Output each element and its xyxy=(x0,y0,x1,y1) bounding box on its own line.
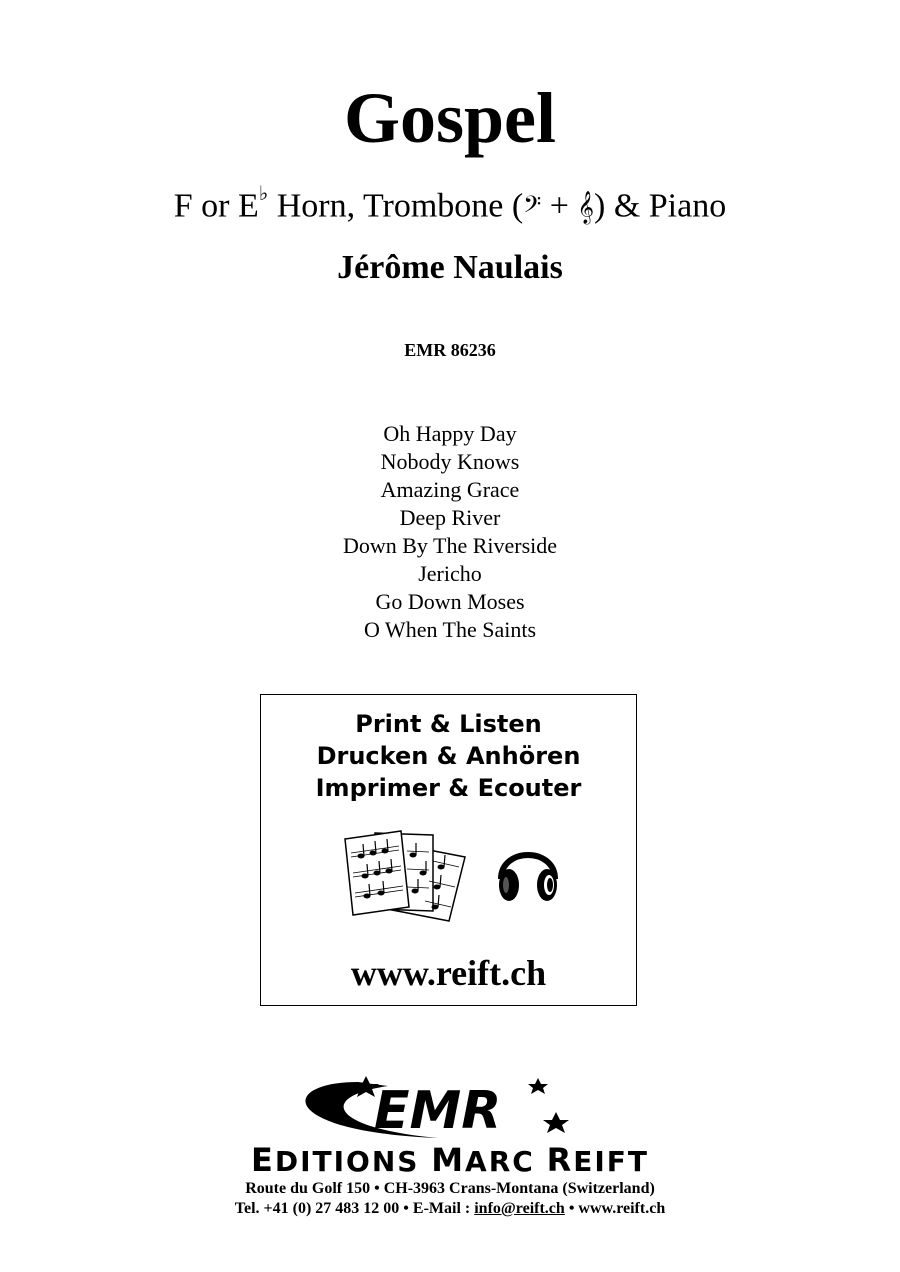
list-item: Down By The Riverside xyxy=(342,533,558,558)
song-list xyxy=(0,420,900,644)
subtitle-part: + xyxy=(541,187,578,225)
list-item: Jericho xyxy=(418,561,482,586)
list-item: Go Down Moses xyxy=(375,589,525,614)
promo-line-en: Print & Listen xyxy=(355,710,542,738)
sheet-music-icon xyxy=(341,827,467,923)
brand-part: M xyxy=(431,1141,466,1179)
brand-part: DITIONS xyxy=(274,1145,432,1178)
catalog-number: EMR 86236 xyxy=(404,340,496,360)
emr-logo xyxy=(238,1072,578,1144)
subtitle-part: ) & Piano xyxy=(594,187,727,225)
contact-phone: Tel. +41 (0) 27 483 12 00 • E-Mail : xyxy=(234,1200,475,1217)
contact-web[interactable]: • www.reift.ch xyxy=(564,1200,666,1217)
bass-clef-icon: 𝄢 xyxy=(523,190,542,224)
flat-sign: ♭ xyxy=(258,183,269,205)
publisher-address: Route du Golf 150 • CH-3963 Crans-Montana (Switzerland) xyxy=(245,1180,655,1197)
list-item: Amazing Grace xyxy=(380,477,520,502)
logo-text: EMR xyxy=(374,1081,502,1141)
brand-part: ARC xyxy=(465,1145,547,1178)
publisher-name xyxy=(0,1141,900,1179)
list-item: Oh Happy Day xyxy=(383,421,517,446)
list-item: O When The Saints xyxy=(363,617,537,642)
instrumentation-subtitle xyxy=(0,176,900,229)
list-item: Nobody Knows xyxy=(380,449,520,474)
headphones-icon xyxy=(493,835,563,905)
brand-part: EIFT xyxy=(573,1145,649,1178)
publisher-contact xyxy=(0,1198,900,1220)
print-listen-box xyxy=(260,694,637,1006)
page-title: Gospel xyxy=(343,78,557,158)
treble-clef-icon: 𝄞 xyxy=(577,190,594,224)
contact-email-link[interactable]: info@reift.ch xyxy=(474,1200,565,1217)
promo-line-de: Drucken & Anhören xyxy=(316,742,581,770)
brand-part: E xyxy=(251,1141,275,1179)
promo-line-fr: Imprimer & Ecouter xyxy=(315,774,582,802)
website-url[interactable]: www.reift.ch xyxy=(350,953,547,993)
subtitle-part: Horn, Trombone ( xyxy=(268,187,524,225)
list-item: Deep River xyxy=(399,505,501,530)
brand-part: R xyxy=(546,1141,574,1179)
subtitle-part: F or E xyxy=(173,187,259,225)
composer-name: Jérôme Naulais xyxy=(337,249,563,286)
